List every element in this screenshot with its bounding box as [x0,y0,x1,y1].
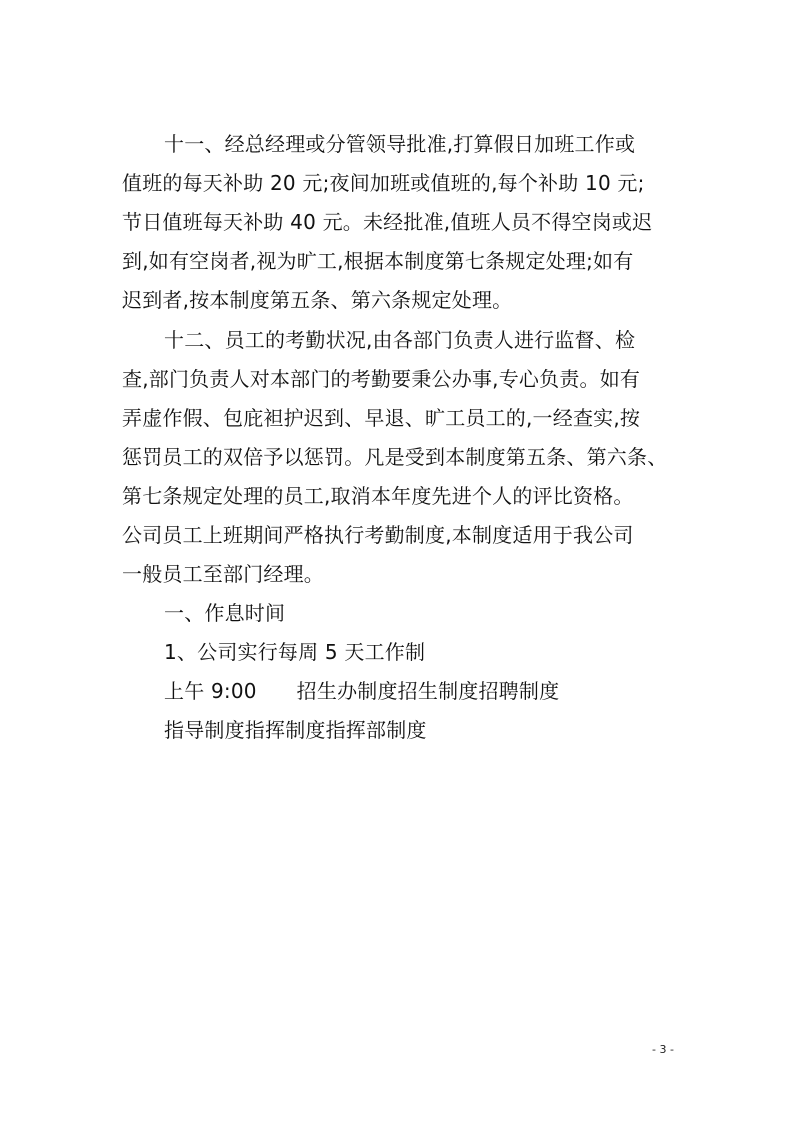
paragraph-line: 一般员工至部门经理。 [122,562,324,586]
paragraph-line: 惩罚员工的双倍予以惩罚。凡是受到本制度第五条、第六条、 [122,445,668,469]
schedule-text: 招生办制度招生制度招聘制度 [296,679,560,703]
paragraph-line: 十二、员工的考勤状况,由各部门负责人进行监督、检 [164,328,636,352]
paragraph-line: 迟到者,按本制度第五条、第六条规定处理。 [122,288,513,312]
paragraph-line: 指导制度指挥制度指挥部制度 [164,718,427,742]
paragraph-line: 弄虚作假、包庇袒护迟到、早退、旷工员工的,一经查实,按 [122,406,641,430]
paragraph-line: 十一、经总经理或分管领导批准,打算假日加班工作或 [164,132,636,156]
page-number: - 3 - [652,1043,674,1056]
section-heading: 一、作息时间 [164,601,286,625]
paragraph-line: 节日值班每天补助 40 元。未经批准,值班人员不得空岗或迟 [122,210,653,234]
schedule-time: 上午 9:00 [164,679,257,703]
paragraph-line: 1、公司实行每周 5 天工作制 [164,640,426,664]
paragraph-line: 到,如有空岗者,视为旷工,根据本制度第七条规定处理;如有 [122,249,634,273]
paragraph-line: 第七条规定处理的员工,取消本年度先进个人的评比资格。 [122,484,634,508]
paragraph-line: 值班的每天补助 20 元;夜间加班或值班的,每个补助 10 元; [122,171,645,195]
paragraph-line: 查,部门负责人对本部门的考勤要秉公办事,专心负责。如有 [122,367,641,391]
paragraph-line: 公司员工上班期间严格执行考勤制度,本制度适用于我公司 [122,523,634,547]
schedule-line [164,678,559,704]
